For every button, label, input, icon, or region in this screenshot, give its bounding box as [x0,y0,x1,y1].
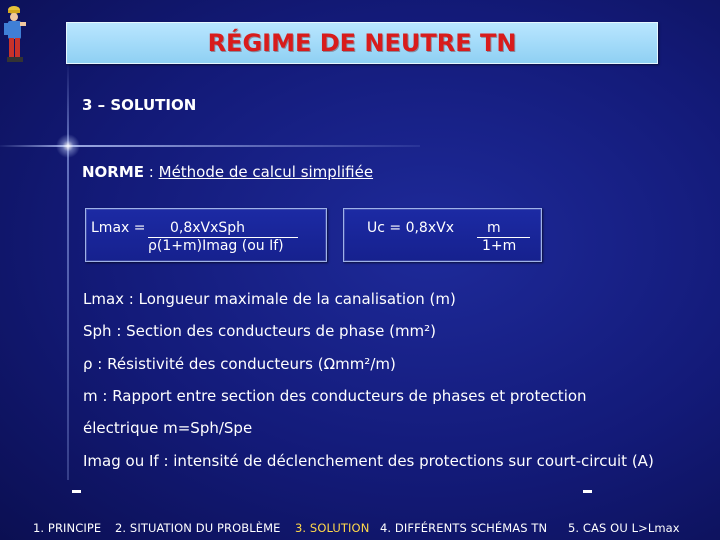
decor-star-sparkle [55,133,81,159]
definition-sph: Sph : Section des conducteurs de phase (mm²) [83,322,437,340]
nav-link-solution[interactable]: 3. SOLUTION [295,521,370,535]
footer-nav [0,519,720,540]
page-title: RÉGIME DE NEUTRE TN [207,29,517,57]
definition-rho: ρ : Résistivité des conducteurs (Ωmm²/m) [83,355,396,373]
norme-line [82,163,373,181]
norme-separator: : [144,163,159,181]
definition-m-line1: m : Rapport entre section des conducteurs de phases et protection [83,387,587,405]
formula-uc-lhs: Uc = 0,8xVx [367,220,454,236]
nav-link-cas[interactable]: 5. CAS OU L>Lmax [568,521,680,535]
worker-mascot-icon [2,2,28,66]
formula-uc-box [343,208,542,262]
norme-method: Méthode de calcul simplifiée [158,163,374,181]
norme-label: NORME [82,163,145,181]
formula-lmax-box [85,208,327,262]
formula-lmax-lhs: Lmax = [91,220,146,236]
formula-uc-numerator: m [487,220,501,236]
prev-marker [72,490,81,493]
formula-lmax-denominator: ρ(1+m)Imag (ou If) [148,238,284,254]
decor-vertical-line [67,60,69,480]
definition-imag: Imag ou If : intensité de déclenchement des protections sur court-circuit (A) [83,452,654,470]
definition-lmax: Lmax : Longueur maximale de la canalisation (m) [83,290,456,308]
section-heading: 3 – SOLUTION [82,96,197,114]
next-marker [583,490,592,493]
nav-link-situation[interactable]: 2. SITUATION DU PROBLÈME [115,521,281,535]
title-banner [66,22,658,64]
nav-link-schemas[interactable]: 4. DIFFÉRENTS SCHÉMAS TN [380,521,548,535]
definition-m-line2: électrique m=Sph/Spe [83,419,253,437]
nav-link-principe[interactable]: 1. PRINCIPE [33,521,102,535]
formula-lmax-numerator: 0,8xVxSph [170,220,246,236]
formula-uc-denominator: 1+m [482,238,517,254]
